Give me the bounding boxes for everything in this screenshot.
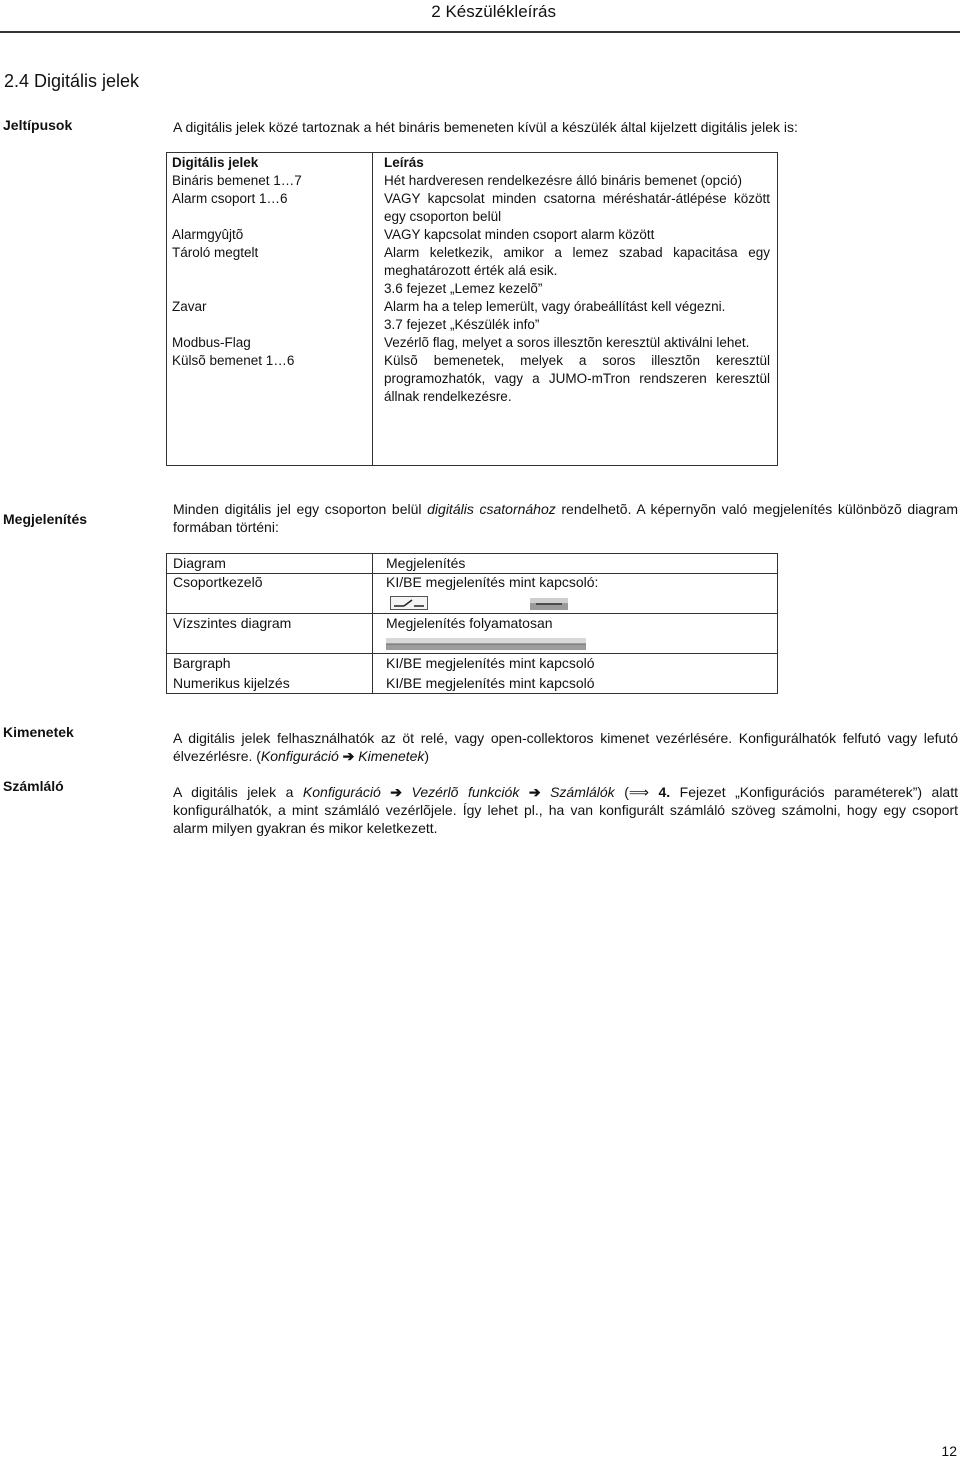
display-row-name: Csoportkezelõ bbox=[173, 574, 263, 590]
chapter-ref: 4. bbox=[658, 784, 671, 800]
signals-header-name: Digitális jelek bbox=[172, 155, 259, 170]
display-row-name: Bargraph bbox=[173, 655, 231, 671]
display-row-desc: Megjelenítés folyamatosan bbox=[386, 615, 553, 631]
display-table-divider bbox=[372, 553, 373, 693]
signal-ref: 3.7 fejezet „Készülék info” bbox=[384, 317, 540, 332]
continuous-bar-icon bbox=[386, 637, 586, 653]
display-row-desc: KI/BE megjelenítés mint kapcsoló bbox=[386, 675, 595, 691]
double-arrow-icon: ⟹ bbox=[628, 784, 649, 800]
signals-table bbox=[166, 154, 776, 406]
display-header-view: Megjelenítés bbox=[386, 555, 466, 571]
display-table-rule bbox=[166, 653, 777, 654]
switch-off-icon bbox=[390, 596, 428, 613]
signal-name: Zavar bbox=[172, 299, 207, 314]
signals-header-desc: Leírás bbox=[384, 155, 424, 170]
signal-name: Alarmgyûjtõ bbox=[172, 227, 244, 242]
table-row bbox=[166, 226, 776, 244]
signal-desc: Külsõ bemenetek, melyek a soros illesztõn keresztül programozhatók, vagy a JUMO-mTron rendszeren keresztül állnak rendelkezésre. bbox=[384, 353, 770, 404]
signal-name: Modbus-Flag bbox=[172, 335, 251, 350]
signal-name: Tároló megtelt bbox=[172, 245, 259, 260]
signal-desc: Vezérlõ flag, melyet a soros illesztõn keresztül aktiválni lehet. bbox=[384, 335, 750, 350]
megjelenites-intro: Minden digitális jel egy csoporton belül digitális csatornához rendelhetõ. A képernyõn való megjelenítés különbözõ diagram formában történi: bbox=[173, 501, 958, 535]
signal-name: Alarm csoport 1…6 bbox=[172, 191, 288, 206]
kimenetek-text: A digitális jelek felhasználhatók az öt relé, vagy open-collektoros kimenet vezérlésére. Konfigurálhatók felfutó vagy lefutó élvezérlésre. (Konfiguráció ➔ Kimenetek) bbox=[173, 730, 958, 764]
signal-ref: 3.6 fejezet „Lemez kezelõ” bbox=[384, 281, 543, 296]
signal-desc: VAGY kapcsolat minden csatorna méréshatár-átlépése között egy csoporton belül bbox=[384, 191, 770, 224]
table-row bbox=[166, 172, 776, 190]
emphasis-text: Konfiguráció bbox=[260, 748, 339, 764]
header-divider bbox=[0, 31, 960, 33]
display-header-diagram: Diagram bbox=[173, 555, 226, 571]
page-number: 12 bbox=[941, 1443, 957, 1459]
arrow-right-icon: ➔ bbox=[390, 784, 402, 800]
arrow-right-icon: ➔ bbox=[528, 784, 541, 800]
signal-desc: VAGY kapcsolat minden csoport alarm között bbox=[384, 227, 655, 242]
display-row-name: Numerikus kijelzés bbox=[173, 675, 290, 691]
label-kimenetek: Kimenetek bbox=[3, 724, 74, 740]
table-row bbox=[166, 190, 776, 226]
switch-on-icon bbox=[530, 597, 568, 613]
emphasis-text: Konfiguráció bbox=[302, 784, 381, 800]
arrow-right-icon: ➔ bbox=[342, 748, 355, 764]
label-megjelenites: Megjelenítés bbox=[3, 511, 88, 527]
display-row-name: Vízszintes diagram bbox=[173, 615, 292, 631]
display-row-desc: KI/BE megjelenítés mint kapcsoló bbox=[386, 655, 595, 671]
label-jeltipusok: Jeltípusok bbox=[3, 117, 73, 133]
emphasis-text: digitális csatornához bbox=[427, 501, 556, 517]
display-table-rule bbox=[166, 613, 777, 614]
emphasis-text: Számlálók bbox=[550, 784, 615, 800]
table-row bbox=[166, 352, 776, 406]
section-title: 2.4 Digitális jelek bbox=[4, 71, 140, 91]
signal-desc: Alarm ha a telep lemerült, vagy órabeállítást kell végezni. bbox=[384, 299, 726, 314]
signal-desc: Alarm keletkezik, amikor a lemez szabad kapacitása egy meghatározott érték alá esik. bbox=[384, 245, 770, 278]
display-row-desc: KI/BE megjelenítés mint kapcsoló: bbox=[386, 574, 599, 590]
label-szamlalo: Számláló bbox=[3, 778, 64, 794]
chapter-title: 2 Készülékleírás bbox=[431, 2, 556, 21]
emphasis-text: Vezérlõ funkciók bbox=[411, 784, 520, 800]
signal-name: Bináris bemenet 1…7 bbox=[172, 173, 302, 188]
emphasis-text: Kimenetek bbox=[358, 748, 425, 764]
table-row bbox=[166, 244, 776, 298]
szamlalo-text: A digitális jelek a Konfiguráció ➔ Vezérlõ funkciók ➔ Számlálók (⟹ 4. Fejezet „Konfigurációs paraméterek”) alatt konfigurálhatók, a mint számláló vezérlõjele. Így lehet pl., ha van konfigurált számláló szöveg számolni, hogy egy csoport alarm milyen gyakran és mikor keletkezett. bbox=[173, 784, 958, 836]
signal-name: Külsõ bemenet 1…6 bbox=[172, 353, 295, 368]
table-row bbox=[166, 334, 776, 352]
signal-desc: Hét hardveresen rendelkezésre álló bináris bemenet (opció) bbox=[384, 173, 742, 188]
table-row bbox=[166, 298, 776, 334]
jeltipusok-intro: A digitális jelek közé tartoznak a hét bináris bemeneten kívül a készülék által kijelzett digitális jelek is: bbox=[173, 119, 798, 135]
